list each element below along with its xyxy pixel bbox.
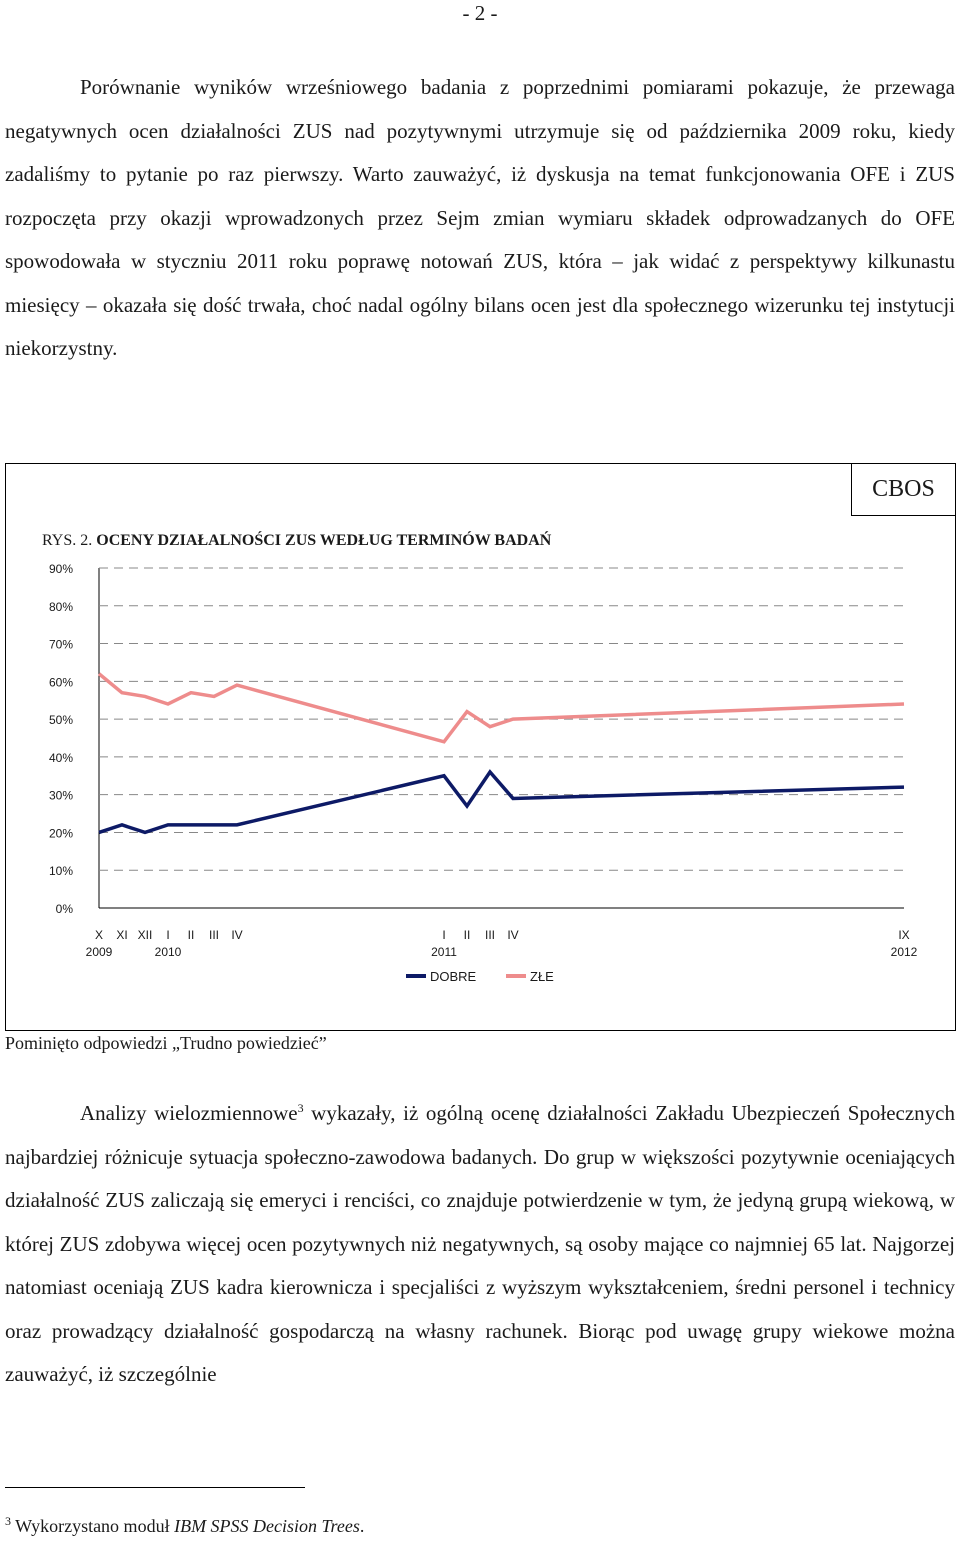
y-tick-label: 90%: [48, 562, 73, 576]
x-tick-label: X: [94, 928, 104, 942]
y-tick-label: 30%: [48, 788, 73, 803]
paragraph-analysis-start: Analizy wielozmiennowe: [80, 1101, 298, 1125]
x-year-label: 2011: [431, 945, 457, 959]
paragraph-analysis-rest: wykazały, iż ogólną ocenę działalności Zakładu Ubezpieczeń Społecznych najbardziej różnicuje sytuacja społeczno-zawodowa badanych. Do grup w większości pozytywnie oceniających działalność ZUS zaliczają się emeryci i renciści, co znajduje potwierdzenie w tym, że jedyną grupą wiekową, w której ZUS zdobywa więcej ocen pozytywnych niż negatywnych, są osoby mające co najmniej 65 lat. Najgorzej natomiast oceniają ZUS kadra kierownicza i specjaliści z wyższym wykształceniem, średni personel i technicy oraz prowadzący działalność gospodarczą na własny rachunek. Biorąc pod uwagę grupy wiekowe można zauważyć, iż szczególnie: [5, 1101, 955, 1386]
x-year-label: 2009: [85, 945, 113, 959]
x-tick-label: I: [166, 928, 170, 942]
figure-title-text: OCENY DZIAŁALNOŚCI ZUS WEDŁUG TERMINÓW BADAŃ: [96, 532, 552, 549]
x-tick-label: III: [484, 928, 496, 942]
x-year-label: 2012: [890, 945, 918, 959]
series-line-złe: [99, 674, 904, 742]
page-number: - 2 -: [462, 1, 498, 25]
y-tick-label: 80%: [48, 599, 73, 614]
x-tick-label: IV: [231, 928, 243, 942]
y-tick-label: 40%: [48, 750, 73, 765]
x-tick-label: II: [187, 928, 195, 942]
x-tick-label: I: [442, 928, 446, 942]
source-label: CBOS: [851, 463, 956, 516]
x-tick-label: IX: [898, 928, 910, 942]
y-tick-label: 70%: [48, 637, 73, 652]
y-tick-label: 10%: [48, 864, 73, 879]
footnote-number: 3: [5, 1514, 11, 1528]
paragraph-intro: [5, 66, 955, 371]
y-tick-label: 60%: [48, 675, 73, 690]
figure-caption: Pominięto odpowiedzi „Trudno powiedzieć”: [5, 1033, 327, 1053]
y-tick-label: 0%: [55, 902, 73, 916]
footnote: [5, 1516, 364, 1537]
footnote-divider: [5, 1487, 305, 1488]
x-tick-label: IV: [507, 928, 519, 942]
x-tick-label: III: [208, 928, 220, 942]
legend-label: DOBRE: [430, 969, 477, 984]
paragraph-intro-text: Porównanie wyników wrześniowego badania z poprzednimi pomiarami pokazuje, że przewaga negatywnych ocen działalności ZUS nad pozytywnymi utrzymuje się od października 2009 roku, kiedy zadaliśmy to pytanie po raz pierwszy. Warto zauważyć, iż dyskusja na temat funkcjonowania OFE i ZUS rozpoczęta przy okazji wprowadzonych przez Sejm zmian wymiaru składek odprowadzanych do OFE spowodowała w styczniu 2011 roku poprawę notowań ZUS, która – jak widać z perspektywy kilkunastu miesięcy – okazała się dość trwała, choć nadal ogólny bilans ocen jest dla społecznego wizerunku tej instytucji niekorzystny.: [5, 75, 955, 360]
y-tick-label: 20%: [48, 826, 73, 841]
y-tick-label: 50%: [48, 713, 73, 728]
figure-frame: [5, 463, 956, 1031]
footnote-text: Wykorzystano moduł: [11, 1516, 175, 1536]
series-line-dobre: [99, 772, 904, 832]
x-tick-label: XII: [137, 928, 153, 942]
x-tick-label: II: [463, 928, 471, 942]
figure-number: RYS. 2.: [42, 532, 93, 549]
footnote-italic: IBM SPSS Decision Trees: [174, 1516, 360, 1536]
line-chart: [6, 464, 957, 1032]
legend-label: ZŁE: [530, 969, 554, 984]
x-tick-label: XI: [116, 928, 128, 942]
footnote-ref: 3: [297, 1101, 304, 1115]
x-year-label: 2010: [154, 945, 182, 959]
footnote-end: .: [359, 1516, 365, 1536]
paragraph-analysis: [5, 1092, 955, 1397]
